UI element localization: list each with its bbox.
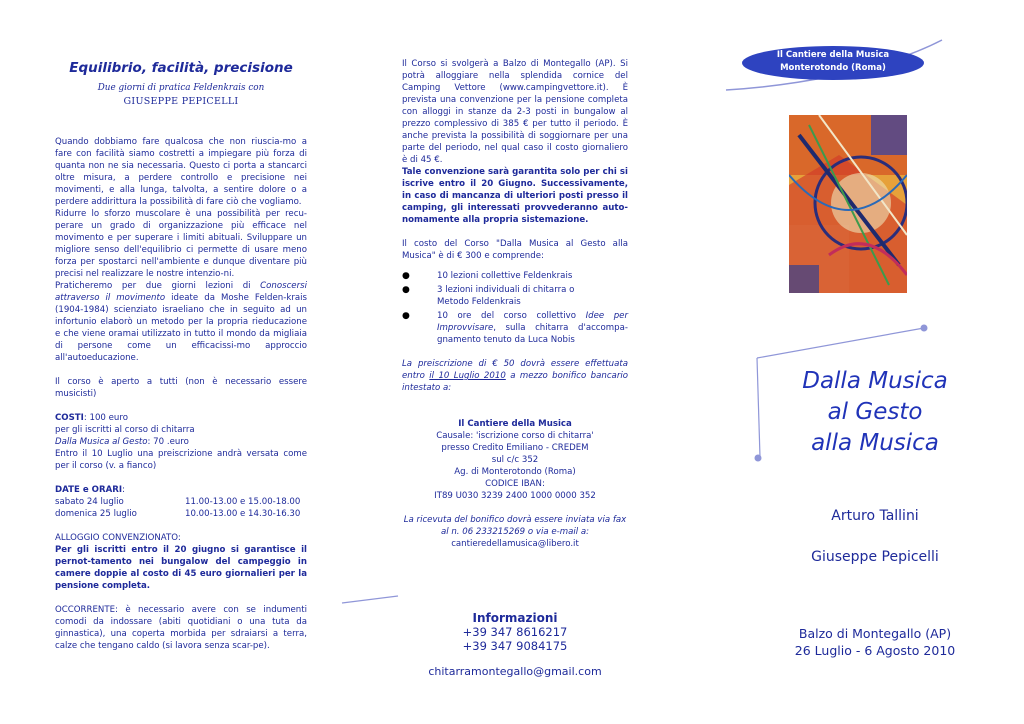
feldenkrais-text-italic: Conoscersi attraverso il movimento — [55, 281, 307, 303]
bank-line: Causale: 'iscrizione corso di chitarra' — [436, 431, 594, 441]
list-item — [402, 270, 628, 282]
bullet-icon: ● — [402, 311, 410, 321]
open-to-all: Il corso è aperto a tutti (non è necessario essere musicisti) — [55, 377, 307, 399]
diagonal-accent-line — [757, 328, 924, 358]
feldenkrais-text-a: Praticheremo per due giorni lezioni di — [55, 281, 261, 291]
organizer-name: Il Cantiere della Musica — [776, 50, 890, 60]
preregistration-b: a mezzo bonifico bancario intestato a: — [402, 371, 628, 393]
bank-line: Ag. di Monterotondo (Roma) — [454, 467, 576, 477]
event-place: Balzo di Montegallo (AP) — [798, 626, 952, 641]
accent-dot-top — [921, 325, 928, 332]
list-item-text: 10 lezioni collettive Feldenkrais — [437, 271, 573, 281]
phone-number[interactable]: +39 347 9084175 — [462, 639, 568, 653]
bank-iban: IT89 U030 3239 2400 1000 0000 352 — [434, 491, 596, 501]
list-item-text: 3 lezioni individuali di chitarra o Metodo Feldenkrais — [437, 285, 575, 307]
costs-line2: per gli iscritti al corso di chitarra — [55, 425, 195, 435]
event-dates: 26 Luglio - 6 Agosto 2010 — [794, 643, 956, 658]
preregistration-deadline: il 10 Luglio 2010 — [429, 371, 506, 381]
left-subtitle: Due giorni di pratica Feldenkrais con — [97, 83, 265, 93]
title-line: Dalla Musica — [802, 368, 948, 394]
dates-section: DATE e ORARI: sabato 24 luglio 11.00-13.00 e 15.00-18.00 domenica 25 luglio 10.00-13.00 e 14.30-16.30 — [55, 484, 307, 520]
left-panel — [55, 0, 307, 724]
cover-painting — [789, 115, 907, 293]
divider-stroke — [342, 596, 398, 603]
list-item — [402, 284, 628, 308]
schedule-day: sabato 24 luglio — [55, 497, 124, 507]
left-body — [55, 136, 307, 652]
schedule-row — [55, 508, 307, 520]
organizer-badge — [742, 46, 924, 80]
costs-line4: Entro il 10 Luglio una preiscrizione andrà versata come per il corso (v. a fianco) — [55, 449, 307, 471]
middle-body — [402, 58, 628, 550]
list-item-text-a: 10 ore del corso collettivo — [437, 311, 586, 321]
event-place-dates — [760, 625, 990, 659]
author-name: Giuseppe Pepicelli — [811, 549, 939, 565]
left-title: Equilibrio, facilità, precisione — [69, 60, 293, 76]
course-cost: Il costo del Corso "Dalla Musica al Gesto alla Musica" è di € 300 e comprende: — [402, 239, 628, 261]
feldenkrais-text-b: ideate da Moshe Felden-krais (1904-1984) scienziato israeliano che in seguito ad un infortunio elaborò un metodo per la propria rieducazione e che viene oramai utilizzato in tutto il mondo da migliaia di persone come un efficacissi-mo approccio all'autoeducazione. — [55, 293, 307, 363]
bank-recipient: Il Cantiere della Musica — [458, 419, 572, 429]
effort-paragraph: Ridurre lo sforzo muscolare è una possibilità per recu-perare un grado di organizzazione più efficace nel movimento e per superare i limiti abituali. Sviluppare un migliore senso dell'equilibrio ci permette di usare meno forza per spostarci nell'ambiente e dunque diventare più precisi nel realizzare le nostre intenzio-ni. — [55, 209, 307, 279]
costs-value: : 100 euro — [83, 413, 128, 423]
info-title: Informazioni — [472, 611, 558, 625]
schedule-time: 11.00-13.00 e 15.00-18.00 — [185, 497, 301, 507]
venue-paragraph: Il Corso si svolgerà a Balzo di Montegallo (AP). Si potrà alloggiare nella splendida cornice del Camping Vettore (www.campingvettore.it). È prevista una convenzione per la pensione completa con alloggi in stanze da 2-3 posti in bungalow al prezzo complessivo di 385 € per tutto il periodo. È anche prevista la possibilità di soggiornare per una parte del periodo, nel qual caso il costo giornaliero è di 45 €. — [402, 59, 628, 165]
costs-section — [55, 412, 307, 472]
brochure-title — [760, 366, 990, 459]
preregistration-a: La preiscrizione di € 50 dovrà essere effettuata entro — [402, 359, 628, 381]
venue-guarantee: Tale convenzione sarà garantita solo per chi si iscrive entro il 20 Giugno. Successivamente, in caso di mancanza di ulteriori posti presso il camping, gli interessati provvederanno auto-nomamente alla propria sistemazione. — [402, 167, 628, 225]
lodging-label: ALLOGGIO CONVENZIONATO: — [55, 533, 181, 543]
bullet-icon: ● — [402, 285, 410, 295]
info-section — [402, 611, 628, 678]
lodging-section — [55, 532, 307, 592]
bank-line: sul c/c 352 — [491, 455, 539, 465]
contact-email[interactable]: chitarramontegallo@gmail.com — [428, 665, 602, 678]
costs-line3: : 70 .euro — [147, 437, 189, 447]
receipt-fax: n. 06 233215269 o via e-mail a: — [448, 527, 590, 537]
lodging-text: Per gli iscritti entro il 20 giugno si garantisce il pernot-tamento nei bungalow del campeggio in camere doppie al costo di 45 euro giornalieri per la pensione completa. — [55, 545, 307, 591]
title-line: al Gesto — [827, 399, 923, 425]
phone-number[interactable]: +39 347 8616217 — [462, 625, 568, 639]
bank-line: CODICE IBAN: — [485, 479, 545, 489]
receipt-text-italic: La ricevuta del bonifico dovrà essere inviata via fax al — [403, 515, 627, 537]
receipt-email[interactable]: cantieredellamusica@libero.it — [451, 539, 579, 549]
list-item-text — [437, 310, 628, 346]
requirements-paragraph: OCCORRENTE: è necessario avere con se indumenti comodi da indossare (abiti quotidiani o una tuta da ginnastica), una coperta morbida per sdraiarsi a terra, calze che tengano caldo (si lavora senza scar-pe). — [55, 605, 307, 651]
instructor-name: GIUSEPPE PEPICELLI — [123, 96, 239, 107]
list-item-text-italic: Idee per Improvvisare — [437, 311, 628, 333]
bank-line: presso Credito Emiliano - CREDEM — [441, 443, 589, 453]
feldenkrais-paragraph — [55, 280, 307, 364]
intro-paragraph: Quando dobbiamo fare qualcosa che non riuscia-mo a fare con facilità siamo costretti a impiegare più forza di quanta non ne sia necessaria. Questo ci porta a stancarci oltre misura, a perdere controllo e precisione nei movimenti, e alla lunga, talvolta, a sentire dolore o a perdere addirittura la possibilità di fare ciò che vogliamo. — [55, 137, 307, 207]
receipt-note — [402, 514, 628, 550]
costs-course-name: Dalla Musica al Gesto — [55, 437, 148, 447]
includes-list — [402, 270, 628, 346]
bullet-icon: ● — [402, 271, 410, 281]
list-item-text-b: , sulla chitarra d'accompa-gnamento tenuto da Luca Nobis — [437, 323, 628, 345]
author-name: Arturo Tallini — [831, 508, 919, 524]
list-item — [402, 310, 628, 346]
preregistration — [402, 358, 628, 394]
schedule-day: domenica 25 luglio — [55, 509, 137, 519]
schedule-row — [55, 496, 307, 508]
dates-label: DATE e ORARI — [55, 485, 123, 495]
schedule-time: 10.00-13.00 e 14.30-16.30 — [185, 509, 301, 519]
organizer-location: Monterotondo (Roma) — [780, 63, 886, 73]
bank-details — [402, 418, 628, 502]
title-line: alla Musica — [811, 430, 939, 456]
costs-label: COSTI — [55, 413, 84, 423]
